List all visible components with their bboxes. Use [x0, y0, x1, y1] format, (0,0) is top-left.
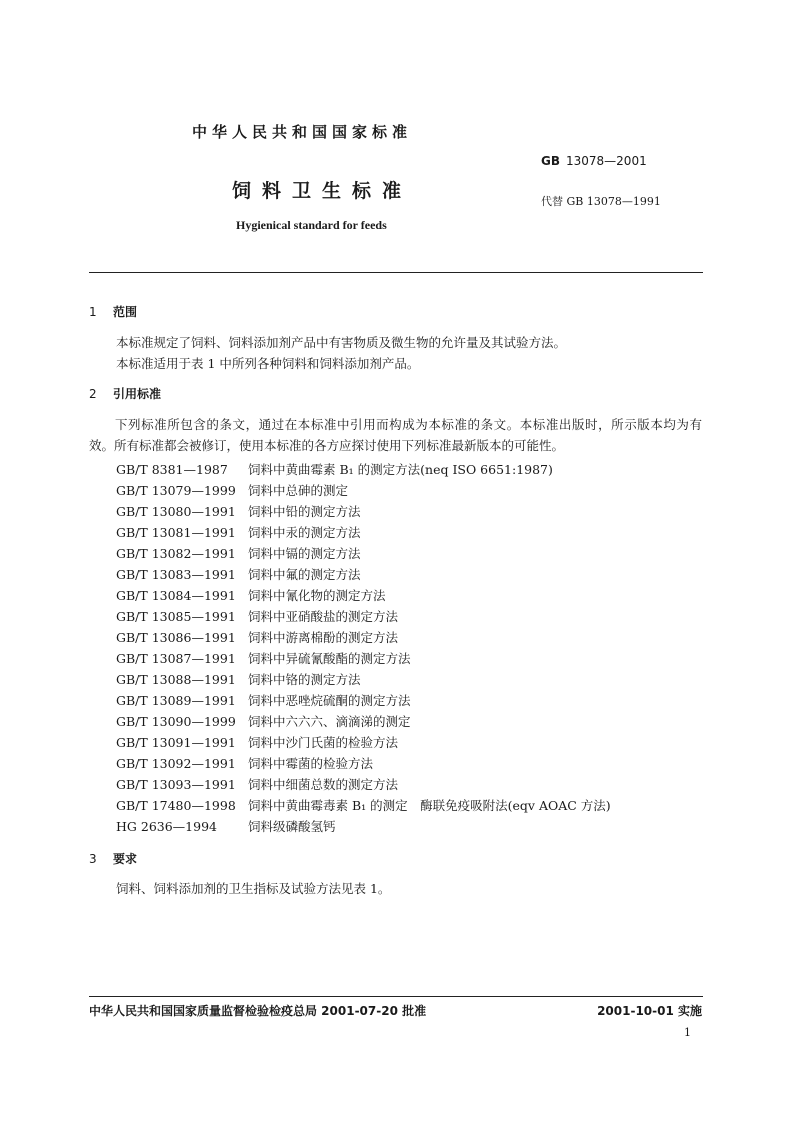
reference-item: GB/T 13081—1991 饲料中汞的测定方法 — [116, 525, 361, 540]
reference-item: GB/T 13086—1991 饲料中游离棉酚的测定方法 — [116, 630, 399, 645]
scope-paragraph-1: 本标准规定了饲料、饲料添加剂产品中有害物质及微生物的允许量及其试验方法。 — [116, 335, 567, 350]
reference-item: GB/T 13088—1991 饲料中铬的测定方法 — [116, 672, 361, 687]
reference-item: GB/T 13085—1991 饲料中亚硝酸盐的测定方法 — [116, 609, 399, 624]
reference-item: GB/T 13090—1999 饲料中六六六、滴滴涕的测定 — [116, 714, 411, 729]
section-heading-requirements: 3 要求 — [89, 852, 138, 866]
footer-divider — [89, 996, 703, 997]
reference-item: GB/T 13087—1991 饲料中异硫氰酸酯的测定方法 — [116, 651, 411, 666]
standard-code: 13078—2001 — [566, 154, 647, 168]
section-heading-scope: 1 范围 — [89, 305, 138, 319]
reference-item: GB/T 13080—1991 饲料中铅的测定方法 — [116, 504, 361, 519]
approval-line: 中华人民共和国国家质量监督检验检疫总局 2001-07-20 批准 — [89, 1004, 427, 1018]
standard-number — [541, 154, 647, 168]
reference-item: GB/T 13093—1991 饲料中细菌总数的测定方法 — [116, 777, 399, 792]
implementation-date: 2001-10-01 实施 — [597, 1004, 702, 1018]
document-title: 饲料卫生标准 — [232, 180, 413, 202]
reference-item: HG 2636—1994 饲料级磷酸氢钙 — [116, 819, 336, 834]
reference-item: GB/T 13084—1991 饲料中氰化物的测定方法 — [116, 588, 386, 603]
document-title-english: Hygienical standard for feeds — [236, 218, 387, 232]
reference-item: GB/T 13089—1991 饲料中恶唑烷硫酮的测定方法 — [116, 693, 411, 708]
standard-prefix: GB — [541, 154, 560, 168]
page-number: 1 — [684, 1026, 691, 1039]
reference-item: GB/T 13092—1991 饲料中霉菌的检验方法 — [116, 756, 374, 771]
reference-item: GB/T 17480—1998 饲料中黄曲霉毒素 B₁ 的测定 酶联免疫吸附法(eqv AOAC 方法) — [116, 798, 611, 813]
reference-item: GB/T 8381—1987 饲料中黄曲霉素 B₁ 的测定方法(neq ISO 6651:1987) — [116, 462, 553, 477]
reference-item: GB/T 13082—1991 饲料中镉的测定方法 — [116, 546, 361, 561]
reference-item: GB/T 13079—1999 饲料中总砷的测定 — [116, 483, 349, 498]
requirements-paragraph: 饲料、饲料添加剂的卫生指标及试验方法见表 1。 — [116, 881, 391, 896]
reference-item: GB/T 13083—1991 饲料中氟的测定方法 — [116, 567, 361, 582]
replaces-standard: 代替 GB 13078—1991 — [541, 195, 661, 208]
scope-paragraph-2: 本标准适用于表 1 中所列各种饲料和饲料添加剂产品。 — [116, 356, 420, 371]
section-heading-references: 2 引用标准 — [89, 387, 162, 401]
references-intro: 下列标准所包含的条文，通过在本标准中引用而构成为本标准的条文。本标准出版时，所示版本均为有效。所有标准都会被修订，使用本标准的各方应探讨使用下列标准最新版本的可能性。 — [89, 417, 702, 453]
national-standard-heading: 中华人民共和国国家标准 — [192, 123, 413, 141]
header-divider — [89, 272, 703, 273]
reference-item: GB/T 13091—1991 饲料中沙门氏菌的检验方法 — [116, 735, 399, 750]
